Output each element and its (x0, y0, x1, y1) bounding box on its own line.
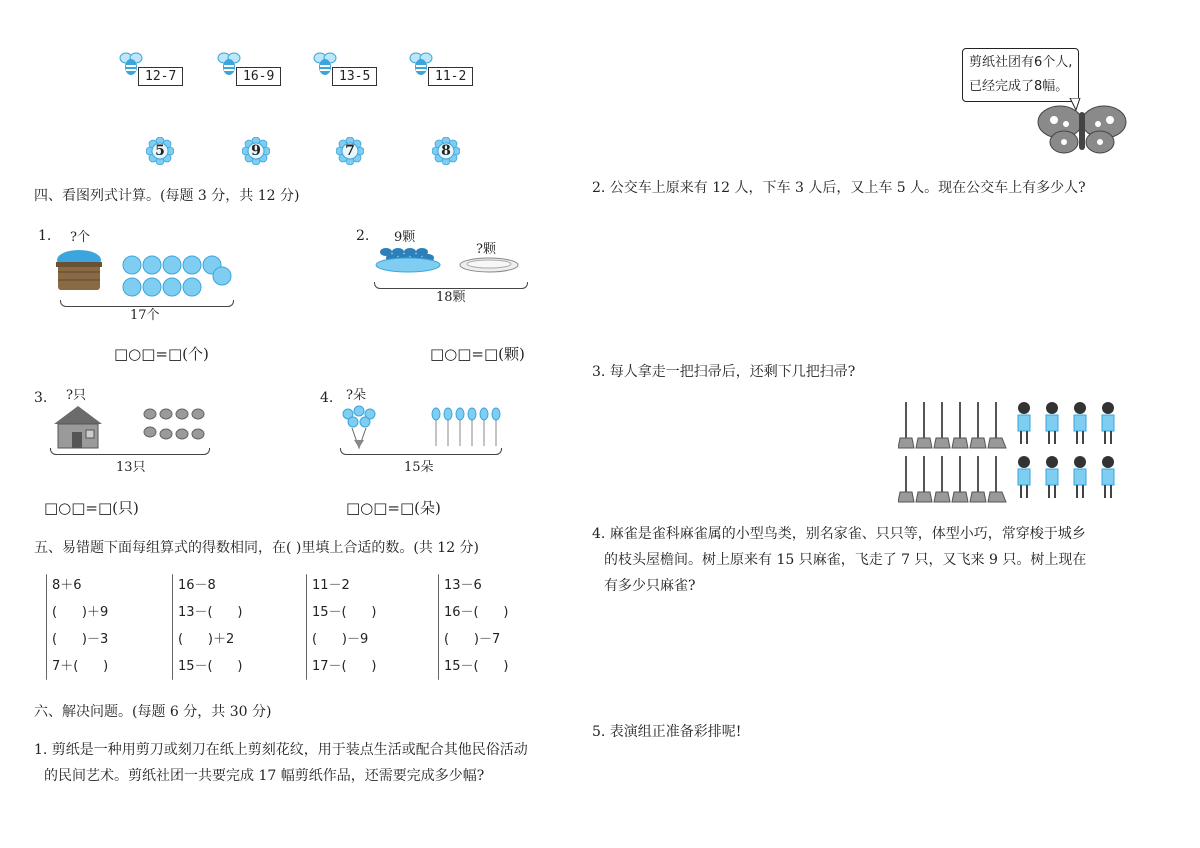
problem-number: 4. (320, 390, 334, 406)
problem-number: 2. (356, 228, 370, 244)
answer-equation[interactable]: □○□=□(颗) (430, 345, 525, 363)
unknown-label: ?只 (66, 388, 86, 403)
fill-line: 13－6 (444, 578, 482, 593)
fill-line[interactable]: ( )－7 (444, 632, 501, 647)
group-brace (438, 574, 439, 680)
answer-equation[interactable]: □○□=□(朵) (346, 499, 441, 517)
total-brace (340, 448, 502, 455)
known-label: 9颗 (394, 230, 416, 245)
problem-number: 3. (34, 390, 48, 406)
problem-number: 1. (38, 228, 52, 244)
fill-line[interactable]: 13－( ) (178, 605, 243, 620)
answer-equation[interactable]: □○□=□(只) (44, 499, 139, 517)
group-brace (306, 574, 307, 680)
question-3: 3. 每人拿走一把扫帚后，还剩下几把扫帚? (592, 364, 856, 380)
bouquet-icon (336, 404, 382, 454)
fill-line: 16－8 (178, 578, 216, 593)
total-label: 15朵 (404, 460, 434, 475)
flower-number: 5 (155, 143, 165, 159)
fill-line[interactable]: 15－( ) (178, 659, 243, 674)
flower-number: 7 (345, 143, 355, 159)
fill-line[interactable]: ( )－9 (312, 632, 369, 647)
fill-line[interactable]: 15－( ) (444, 659, 509, 674)
section-6-heading: 六、解决问题。(每题 6 分，共 30 分) (34, 704, 272, 720)
total-label: 17个 (130, 308, 160, 323)
apples-icon (122, 254, 234, 304)
flower-number: 9 (251, 143, 261, 159)
papercut-butterfly-icon (1036, 98, 1128, 162)
fill-line[interactable]: 15－( ) (312, 605, 377, 620)
chicks-icon (140, 404, 214, 450)
total-label: 13只 (116, 460, 146, 475)
group-brace (172, 574, 173, 680)
unknown-label: ?个 (70, 230, 90, 245)
house-icon (50, 402, 106, 454)
section-5-heading: 五、易错题下面每组算式的得数相同，在( )里填上合适的数。(共 12 分) (34, 540, 480, 556)
bubble-line-2: 已经完成了8幅。 (969, 79, 1069, 94)
tulips-icon (430, 406, 502, 452)
children-icon (1012, 400, 1122, 508)
speech-bubble (962, 48, 1079, 102)
question-4-line-1: 4. 麻雀是雀科麻雀属的小型鸟类，别名家雀、只只等，体型小巧，常穿梭于城乡 (592, 526, 1086, 542)
fill-line[interactable]: 7＋( ) (52, 659, 109, 674)
bee-expression-2: 16-9 (236, 67, 281, 86)
flower-number: 8 (441, 143, 451, 159)
section-4-heading: 四、看图列式计算。(每题 3 分，共 12 分) (34, 188, 300, 204)
fill-line[interactable]: ( )－3 (52, 632, 109, 647)
empty-plate-icon (458, 256, 520, 278)
fill-line[interactable]: 17－( ) (312, 659, 377, 674)
flower-answer-1 (146, 137, 174, 165)
question-2: 2. 公交车上原来有 12 人，下车 3 人后，又上车 5 人。现在公交车上有多少人? (592, 180, 1086, 196)
flower-answer-2 (242, 137, 270, 165)
total-label: 18颗 (436, 290, 466, 305)
basket-icon (54, 246, 104, 298)
question-1-line-1: 1. 剪纸是一种用剪刀或刻刀在纸上剪刻花纹，用于装点生活或配合其他民俗活动 (34, 742, 528, 758)
unknown-label: ?颗 (476, 242, 496, 257)
bee-expression-4: 11-2 (428, 67, 473, 86)
total-brace (50, 448, 210, 455)
question-1-line-2: 的民间艺术。剪纸社团一共要完成 17 幅剪纸作品，还需要完成多少幅? (44, 768, 485, 784)
answer-equation[interactable]: □○□=□(个) (114, 345, 209, 363)
flower-answer-3 (336, 137, 364, 165)
fill-line[interactable]: ( )＋9 (52, 605, 109, 620)
brooms-icon (898, 402, 1014, 510)
fill-line: 11－2 (312, 578, 350, 593)
question-4-line-2: 的枝头屋檐间。树上原来有 15 只麻雀，飞走了 7 只，又飞来 9 只。树上现在 (604, 552, 1087, 568)
bee-expression-3: 13-5 (332, 67, 377, 86)
fill-line[interactable]: ( )＋2 (178, 632, 235, 647)
bubble-line-1: 剪纸社团有6个人, (969, 55, 1073, 70)
bee-expression-1: 12-7 (138, 67, 183, 86)
fill-line: 8＋6 (52, 578, 82, 593)
flower-answer-4 (432, 137, 460, 165)
fill-line[interactable]: 16－( ) (444, 605, 509, 620)
unknown-label: ?朵 (346, 388, 366, 403)
question-4-line-3: 有多少只麻雀? (604, 578, 696, 594)
plate-with-dates-icon (374, 242, 442, 278)
question-5: 5. 表演组正准备彩排呢! (592, 724, 742, 740)
group-brace (46, 574, 47, 680)
